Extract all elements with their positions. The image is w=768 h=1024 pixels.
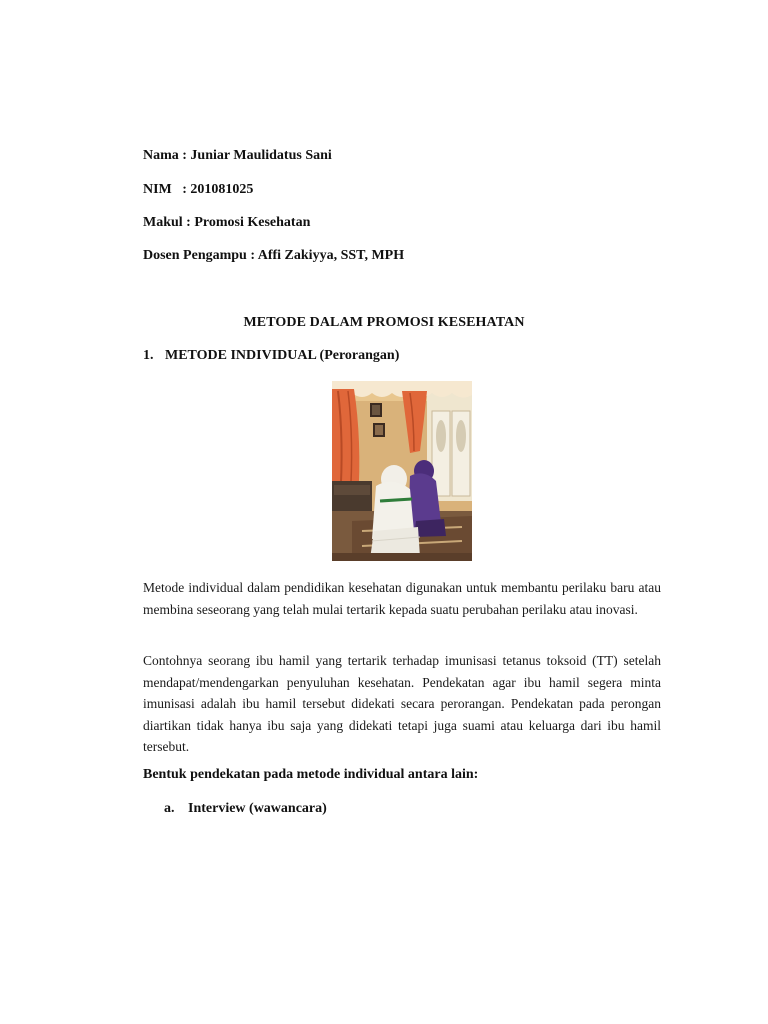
student-name: Nama : Juniar Maulidatus Sani: [143, 148, 332, 163]
course-name: Makul : Promosi Kesehatan: [143, 215, 311, 230]
section-number: 1.: [143, 348, 154, 363]
student-nim: NIM : 201081025: [143, 182, 254, 197]
list-item: [164, 800, 327, 818]
list-heading: Bentuk pendekatan pada metode individual antara lain:: [143, 767, 479, 782]
document-title: METODE DALAM PROMOSI KESEHATAN: [243, 315, 525, 330]
list-label: Interview (wawancara): [188, 801, 327, 816]
section-heading: [143, 347, 399, 365]
list-marker: a.: [164, 801, 175, 816]
section-title: METODE INDIVIDUAL (Perorangan): [165, 348, 400, 363]
lecturer-name: Dosen Pengampu : Affi Zakiyya, SST, MPH: [143, 248, 405, 263]
paragraph-1: Metode individual dalam pendidikan kesehatan digunakan untuk membantu perilaku baru atau membina seseorang yang telah mulai tertarik kepada suatu perubahan perilaku atau inovasi.: [143, 580, 661, 617]
paragraph-2: Contohnya seorang ibu hamil yang tertarik terhadap imunisasi tetanus toksoid (TT) setelah mendapat/mendengarkan penyuluhan kesehatan. Pendekatan agar ibu hamil segera minta imunisasi adalah ibu hamil tersebut didekati secara perorangan. Pendekatan pada perongan diartikan tidak hanya ibu saja yang didekati tetapi juga suami atau keluarga dari ibu hamil tersebut.: [143, 653, 661, 754]
counseling-photo: [332, 381, 472, 561]
